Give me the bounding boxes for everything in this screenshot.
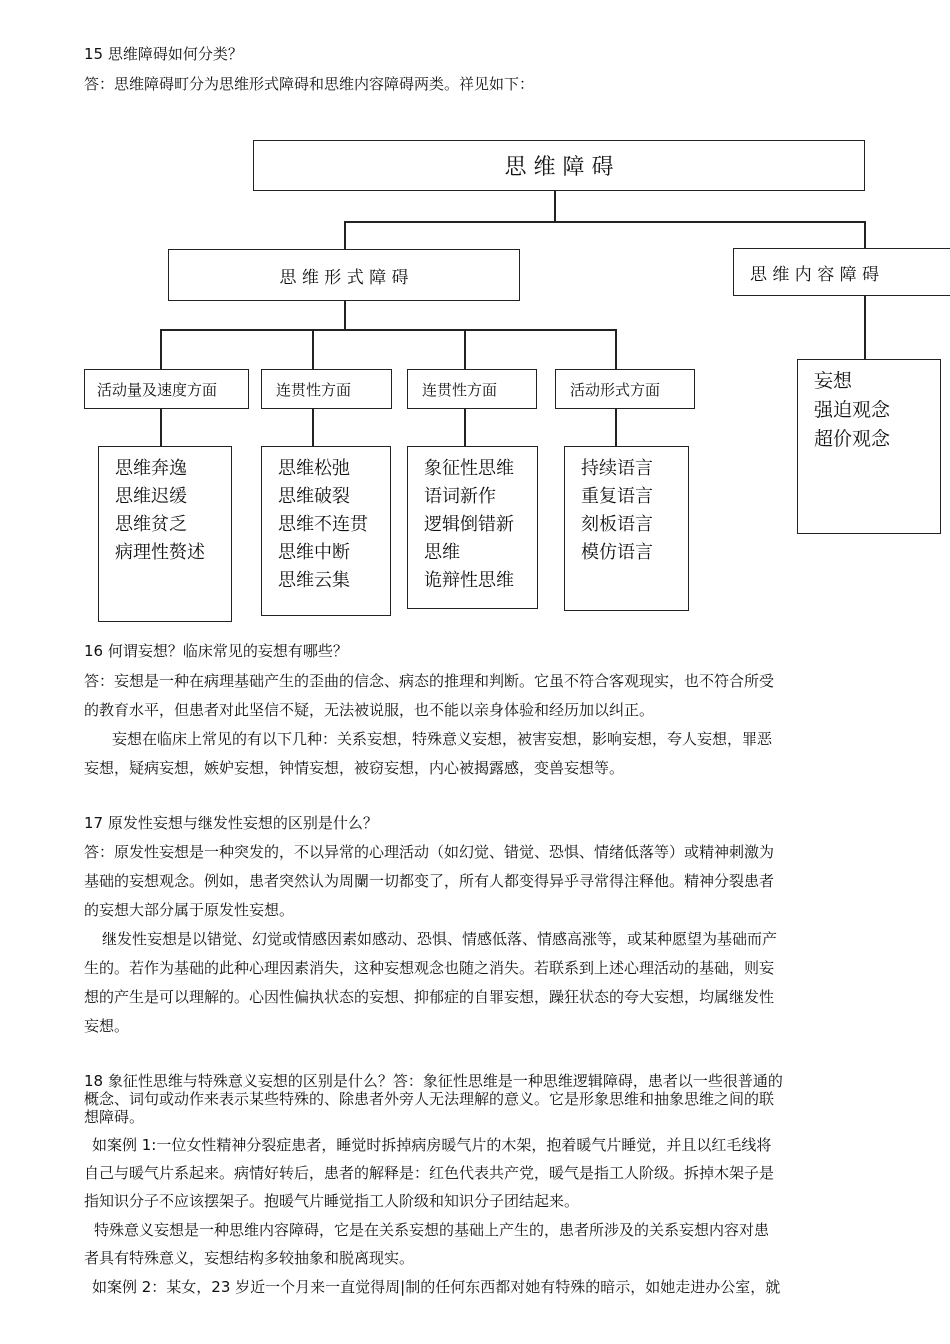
q17-line: 的妄想大部分属于原发性妄想。 — [84, 901, 295, 919]
category-box-activity-form: 活动形式方面 — [555, 369, 695, 409]
q17-title: 17 原发性妄想与继发性妄想的区别是什么？ — [84, 814, 378, 832]
q15-title: 15 思维障碍如何分类？ — [84, 45, 243, 63]
category-box-activity-speed: 活动量及速度方面 — [84, 369, 249, 409]
q17-line: 继发性妄想是以错觉、幻觉或情感因素如感动、恐惧、情感低落、情感高涨等，或某种愿望为基础而产 — [102, 930, 778, 948]
q18-line: 者具有特殊意义，妄想结构多较抽象和脱离现实。 — [84, 1249, 415, 1267]
q17-line: 基础的妄想观念。例如，患者突然认为周闌一切都变了，所有人都变得异乎寻常得注释他。精神分裂患者 — [84, 872, 775, 890]
q17-line: 生的。若作为基础的此种心理因素消失，这种妄想观念也随之消失。若联系到上述心理活动的基础，则妄 — [84, 959, 775, 977]
q17-line: 妄想。 — [84, 1017, 130, 1035]
q16-title: 16 何谓妄想？临床常见的妄想有哪些？ — [84, 642, 348, 660]
q16-line: 妄想，疑病妄想，嫉妒妄想，钟情妄想，被窃妄想，内心被揭露感，变兽妄想等。 — [84, 759, 625, 777]
item: 妄想 — [814, 370, 853, 392]
items-content-disorder — [797, 359, 941, 534]
item: 思维云集 — [278, 570, 350, 591]
category-box-coherence-2: 连贯性方面 — [407, 369, 537, 409]
item: 诡辩性思维 — [424, 570, 514, 591]
q18-line: 概念、词句或动作来表示某些特殊的、除患者外旁人无法理解的意义。它是形象思维和抽象思维之间的联 — [84, 1090, 775, 1108]
item: 语词新作 — [424, 486, 496, 507]
items-activity-speed — [98, 446, 232, 622]
item: 思维不连贯 — [278, 514, 368, 535]
items-coherence-2 — [407, 446, 538, 609]
item: 思维中断 — [278, 542, 350, 563]
items-activity-form — [564, 446, 689, 611]
q18-line: 特殊意义妄想是一种思维内容障碍，它是在关系妄想的基础上产生的，患者所涉及的关系妄想内容对患 — [94, 1221, 770, 1239]
item: 病理性赘述 — [115, 542, 205, 563]
item: 思维破裂 — [278, 486, 350, 507]
item: 超价观念 — [814, 428, 891, 450]
item: 持续语言 — [581, 458, 653, 479]
q16-line: 的教育水平，但患者对此坚信不疑，无法被说服，也不能以亲身体验和经历加以纠正。 — [84, 701, 655, 719]
item: 强迫观念 — [814, 399, 891, 421]
root-box: 思 维 障 碍 — [253, 140, 865, 191]
item: 刻板语言 — [581, 514, 653, 535]
q18-line: 如案例 1:一位女性精神分裂症患者，睡觉时拆掉病房暖气片的木架，抱着暖气片睡觉，并且以红毛线将 — [92, 1136, 772, 1154]
q15-answer: 答：思维障碍町分为思维形式障碍和思维内容障碍两类。祥见如下： — [84, 75, 535, 93]
item: 思维迟缓 — [115, 486, 187, 507]
content-disorder-box: 思 维 内 容 障 碍 — [733, 248, 950, 296]
q16-line: 妄想在临床上常见的有以下几种：关系妄想，特殊意义妄想，被害妄想，影响妄想，夸人妄想，罪恶 — [112, 730, 773, 748]
q18-line: 如案例 2：某女，23 岁近一个月来一直觉得周|制的任何东西都对她有特殊的暗示，如她走进办公室，就 — [92, 1278, 781, 1296]
q18-line: 自己与暖气片系起来。病情好转后，患者的解释是：红色代表共产党，暖气是指工人阶级。拆掉木架子是 — [84, 1164, 775, 1182]
item: 象征性思维 — [424, 458, 514, 479]
item: 思维奔逸 — [115, 458, 187, 479]
item: 模仿语言 — [581, 542, 653, 563]
item: 思维 — [424, 542, 460, 563]
form-disorder-box: 思 维 形 式 障 碍 — [168, 249, 520, 301]
q17-line: 答：原发性妄想是一种突发的，不以异常的心理活动（如幻觉、错觉、恐惧、情绪低落等）或精神刺激为 — [84, 843, 775, 861]
items-coherence-1 — [261, 446, 391, 616]
category-box-coherence-1: 连贯性方面 — [261, 369, 392, 409]
item: 重复语言 — [581, 486, 653, 507]
item: 逻辑倒错新 — [424, 514, 514, 535]
q18-line: 想障碍。 — [84, 1108, 145, 1126]
item: 思维贫乏 — [115, 514, 187, 535]
item: 思维松弛 — [278, 458, 350, 479]
q16-line: 答：妄想是一种在病理基础产生的歪曲的信念、病态的推理和判断。它虽不符合客观现实，也不符合所受 — [84, 672, 775, 690]
q17-line: 想的产生是可以理解的。心因性偏执状态的妄想、抑郁症的自罪妄想，躁狂状态的夸大妄想，均属继发性 — [84, 988, 775, 1006]
q18-line: 指知识分子不应该摆架子。抱暖气片睡觉指工人阶级和知识分子团结起来。 — [84, 1192, 580, 1210]
q18-line: 18 象征性思维与特殊意义妄想的区别是什么？答：象征性思维是一种思维逻辑障碍，患者以一些很普通的 — [84, 1072, 783, 1090]
